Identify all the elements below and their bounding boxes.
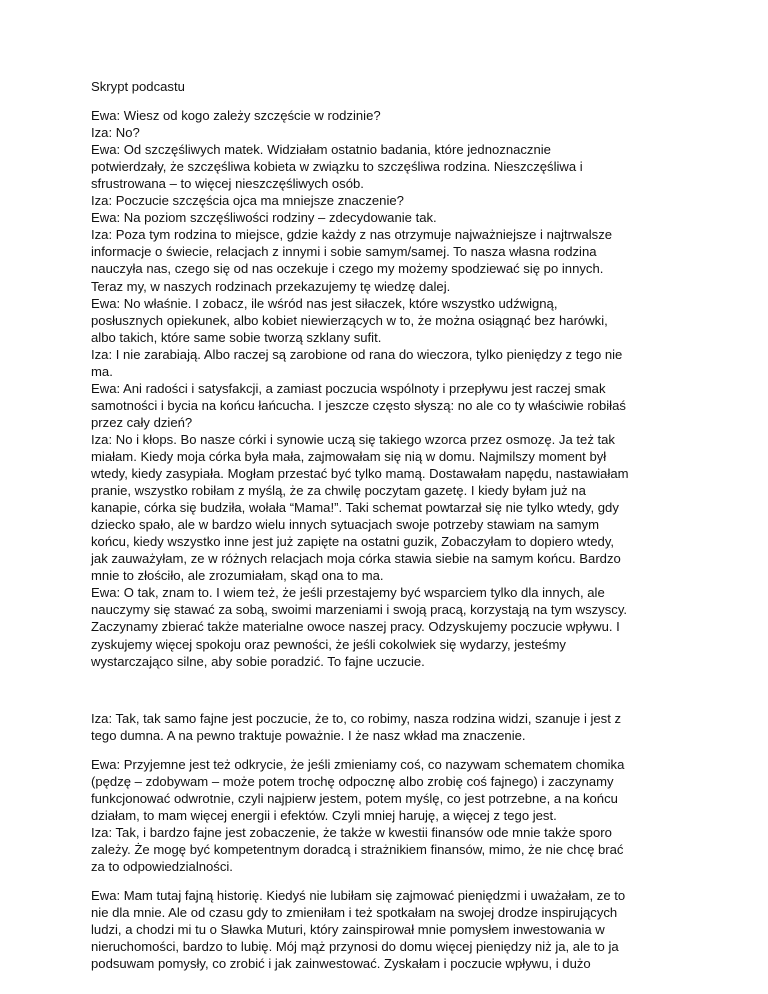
text-line: nauczyła nas, czego się od nas oczekuje i czego my możemy spodziewać się po innych.: [91, 261, 604, 277]
text-line: (pędzę – zdobywam – może potem trochę odpocznę albo zrobię coś fajnego) i zaczynamy: [91, 773, 614, 789]
text-line: wtedy, kiedy zasypiała. Mogłam przestać być tylko mamą. Dostawałam napędu, nastawiałam: [91, 466, 629, 482]
text-line: nauczymy się stawać za sobą, swoimi marzeniami i swoją pracą, korzystają na tym wszyscy.: [91, 602, 628, 618]
text-line: sfrustrowana – to więcej nieszczęśliwych osób.: [91, 176, 364, 192]
paragraph-4: [91, 887, 691, 972]
text-line: ma.: [91, 363, 113, 379]
text-line: nieruchomości, bardzo to lubię. Mój mąż przynosi do domu więcej pieniędzy niż ja, ale to ja: [91, 939, 619, 955]
text-line: pranie, wszystko robiłam z myślą, że za chwilę poczytam gazetę. I kiedy byłam już na: [91, 483, 586, 499]
text-line: miałam. Kiedy moja córka była mała, zajmowałam się nią w domu. Najmilszy moment był: [91, 448, 607, 464]
text-line: Ewa: Przyjemne jest też odkrycie, że jeśli zmieniamy coś, co nazywam schematem chomika: [91, 756, 625, 772]
text-line: funkcjonować odwrotnie, czyli najpierw jestem, potem myślę, co jest potrzebne, a na końcu: [91, 790, 618, 806]
text-line: Ewa: Mam tutaj fajną historię. Kiedyś nie lubiłam się zajmować pieniędzmi i uważałam, ze to: [91, 888, 626, 904]
text-line: Iza: Tak, i bardzo fajne jest zobaczenie, że także w kwestii finansów ode mnie także sporo: [91, 824, 612, 840]
text-line: działam, to mam więcej energii i efektów. Czyli mniej haruję, a więcej z tego jest.: [91, 807, 557, 823]
paragraph-spacer: [91, 670, 691, 710]
paragraph-2: [91, 710, 691, 744]
paragraph-spacer: [91, 744, 691, 756]
text-line: Ewa: Wiesz od kogo zależy szczęście w rodzinie?: [91, 108, 381, 124]
text-line: jak zauważyłam, ze w różnych relacjach moja córka stawia siebie na samym końcu. Bardzo: [91, 551, 621, 567]
text-line: tego dumna. A na pewno traktuje poważnie. I że nasz wkład ma znaczenie.: [91, 727, 526, 743]
text-line: Iza: No i kłops. Bo nasze córki i synowie uczą się takiego wzorca przez osmozę. Ja też tak: [91, 431, 615, 447]
text-line: zależy. Że mogę być kompetentnym doradcą i strażnikiem finansów, mimo, że nie chcę brać: [91, 841, 624, 857]
text-line: Teraz my, w naszych rodzinach przekazujemy tę wiedzę dalej.: [91, 278, 451, 294]
text-line: za to odpowiedzialności.: [91, 858, 233, 874]
text-line: końcu, kiedy wszystko inne jest już zapięte na ostatni guzik, Zobaczyłam to dopiero wtedy,: [91, 534, 615, 550]
paragraph-3: [91, 756, 691, 875]
text-line: Iza: No?: [91, 125, 140, 141]
text-line: Ewa: Ani radości i satysfakcji, a zamiast poczucia wspólnoty i przepływu jest raczej smak: [91, 380, 606, 396]
text-line: przez cały dzień?: [91, 414, 193, 430]
text-line: mnie to złościło, ale zrozumiałam, skąd ona to ma.: [91, 568, 384, 584]
document-page: [91, 78, 691, 972]
text-line: kanapie, córka się budziła, wołała “Mama!”. Taki schemat powtarzał się nie tylko wtedy, gdy: [91, 500, 619, 516]
text-line: dziecko spało, ale w bardzo wielu innych sytuacjach swoje potrzeby stawiam na samym: [91, 517, 599, 533]
text-line: zyskujemy więcej spokoju oraz pewności, że jeśli cokolwiek się wydarzy, jesteśmy: [91, 636, 566, 652]
text-line: ludzi, a chodzi mi tu o Sławka Muturi, który zainspirował mnie pomysłem inwestowania w: [91, 922, 605, 938]
text-line: Ewa: No właśnie. I zobacz, ile wśród nas jest siłaczek, które wszystko udźwigną,: [91, 295, 558, 311]
text-line: posłusznych opiekunek, albo kobiet niewierzących w to, że można osiągnąć bez harówki,: [91, 312, 608, 328]
text-line: nie dla mnie. Ale od czasu gdy to zmieniłam i też spotkałam na swojej drodze inspirujących: [91, 905, 618, 921]
text-line: samotności i bycia na końcu łańcucha. I jeszcze często słyszą: no ale co ty właściwie robiłaś: [91, 397, 626, 413]
text-line: Ewa: O tak, znam to. I wiem też, że jeśli przestajemy być wsparciem tylko dla innych, ale: [91, 585, 605, 601]
paragraph-spacer: [91, 875, 691, 887]
document-title: Skrypt podcastu: [91, 79, 185, 94]
text-line: albo takich, które same sobie tworzą szklany sufit.: [91, 329, 382, 345]
text-line: Iza: Tak, tak samo fajne jest poczucie, że to, co robimy, nasza rodzina widzi, szanuje i jest z: [91, 710, 622, 726]
text-line: informacje o świecie, relacjach z innymi i sobie samym/samej. To nasza własna rodzina: [91, 244, 597, 260]
text-line: Iza: I nie zarabiają. Albo raczej są zarobione od rana do wieczora, tylko pieniędzy z tego nie: [91, 346, 623, 362]
text-line: Ewa: Od szczęśliwych matek. Widziałam ostatnio badania, które jednoznacznie: [91, 142, 551, 158]
text-line: Ewa: Na poziom szczęśliwości rodziny – zdecydowanie tak.: [91, 210, 437, 226]
text-line: Iza: Poza tym rodzina to miejsce, gdzie każdy z nas otrzymuje najważniejsze i najtrwalsze: [91, 227, 613, 243]
text-line: Iza: Poczucie szczęścia ojca ma mniejsze znaczenie?: [91, 193, 404, 209]
text-line: wystarczająco silne, aby sobie poradzić. To fajne uczucie.: [91, 653, 425, 669]
paragraph-1: [91, 107, 691, 670]
text-line: podsuwam pomysły, co zrobić i jak zainwestować. Zyskałam i poczucie wpływu, i dużo: [91, 956, 591, 972]
text-line: Zaczynamy zbierać także materialne owoce naszej pracy. Odzyskujemy poczucie wpływu. I: [91, 619, 620, 635]
text-line: potwierdzały, że szczęśliwa kobieta w związku to szczęśliwa rodzina. Nieszczęśliwa i: [91, 159, 583, 175]
